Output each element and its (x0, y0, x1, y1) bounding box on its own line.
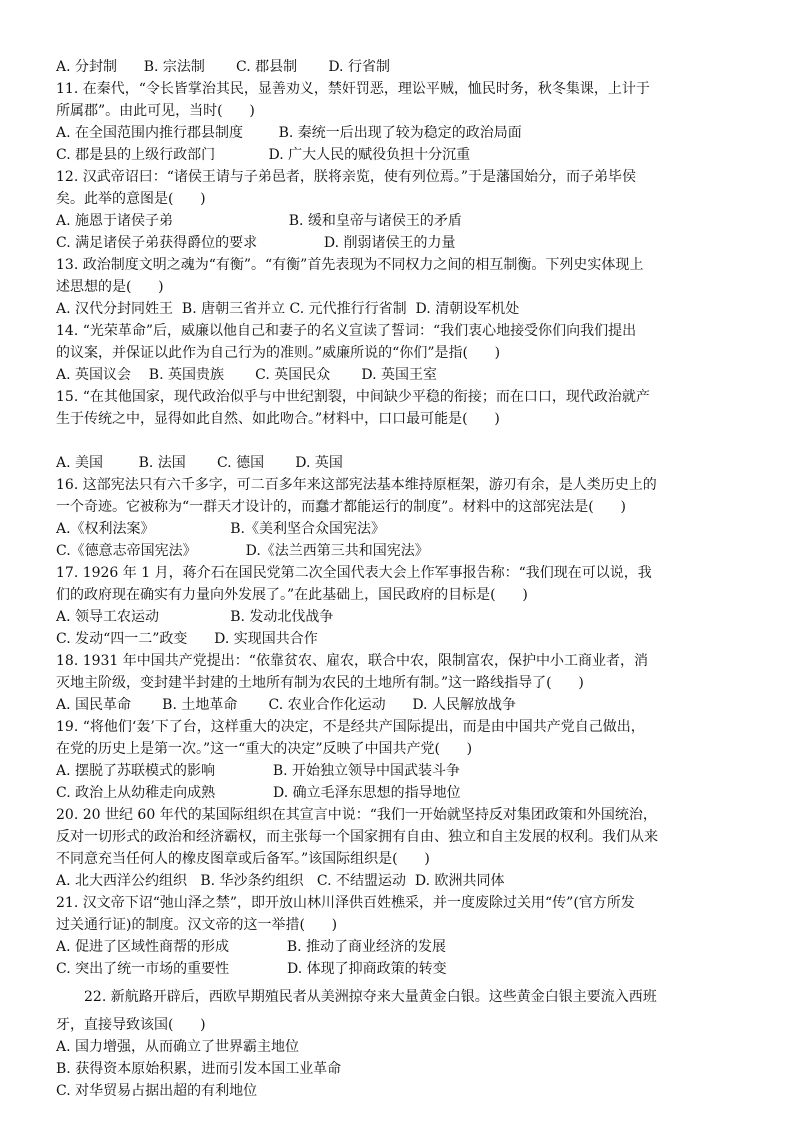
question-22-option-b: B. 获得资本原始积累，进而引发本国工业革命 (56, 1061, 342, 1077)
text-line: A. 促进了区域性商帮的形成 B. 推动了商业经济的发展 (56, 939, 447, 955)
text-line: A. 在全国范围内推行郡县制度 B. 秦统一后出现了较为稳定的政治局面 (56, 125, 522, 141)
text-line: 所属郡”。由此可见，当时( ) (56, 103, 255, 119)
text-line: A. 领导工农运动 B. 发动北伐战争 (56, 609, 334, 625)
text-line: 16. 这部宪法只有六千多字，可二百多年来这部宪法基本维持原框架，游刃有余，是人类历史上的 (56, 477, 657, 493)
text-line: A. 摆脱了苏联模式的影响 B. 开始独立领导中国武装斗争 (56, 763, 461, 779)
text-line: 18. 1931 年中国共产党提出：“依靠贫农、雇农，联合中农，限制富农，保护中小工商业者，消 (56, 653, 648, 669)
text-line: 灭地主阶级，变封建半封建的土地所有制为农民的土地所有制。”这一路线指导了( ) (56, 675, 584, 691)
text-line: 19. “将他们‘轰’下了台，这样重大的决定，不是经共产国际提出，而是由中国共产党自己做出， (56, 719, 645, 735)
text-line: C. 突出了统一市场的重要性 D. 体现了抑商政策的转变 (56, 961, 447, 977)
text-line: A. 汉代分封同姓王 B. 唐朝三省并立 C. 元代推行行省制 D. 清朝设军机处 (56, 301, 520, 317)
text-line: A. 美国 B. 法国 C. 德国 D. 英国 (56, 455, 343, 471)
question-22 (56, 986, 744, 1102)
text-line: 述思想的是( ) (56, 279, 164, 295)
text-line: C. 满足诸侯子弟获得爵位的要求 D. 削弱诸侯王的力量 (56, 235, 456, 251)
question-22-stem-line-2: 牙，直接导致该国( ) (56, 1017, 206, 1033)
text-line: 12. 汉武帝诏曰：“诸侯王请与子弟邑者，朕将亲览，使有列位焉。”于是藩国始分，而子弟毕侯 (56, 169, 637, 185)
text-line: 11. 在秦代，“令长皆掌治其民，显善劝义，禁奸罚恶，理讼平贼，恤民时务，秋冬集课，上计于 (56, 81, 650, 97)
question-22-option-c: C. 对华贸易占据出超的有利地位 (56, 1083, 258, 1099)
text-line: 过关通行证)的制度。汉文帝的这一举措( ) (56, 917, 338, 933)
text-line: 13. 政治制度文明之魂为“有衡”。“有衡”首先表现为不同权力之间的相互制衡。下列史实体现上 (56, 257, 644, 273)
text-line: A. 施恩于诸侯子弟 B. 缓和皇帝与诸侯王的矛盾 (56, 213, 462, 229)
text-line: A.《权利法案》 B.《美利坚合众国宪法》 (56, 521, 385, 537)
question-22-stem-line-1: 22. 新航路开辟后，西欧早期殖民者从美洲掠夺来大量黄金白银。这些黄金白银主要流入西班 (84, 989, 657, 1005)
text-line: 一个奇迹。它被称为“一群天才设计的，而蠢才都能运行的制度”。材料中的这部宪法是( ) (56, 499, 626, 515)
text-line: 们的政府现在确实有力量向外发展了。”在此基础上，国民政府的目标是( ) (56, 587, 528, 603)
text-line: C. 发动“四一二”政变 D. 实现国共合作 (56, 631, 318, 647)
question-lines (56, 56, 744, 980)
text-line: 21. 汉文帝下诏“弛山泽之禁”，即开放山林川泽供百姓樵采，并一度废除过关用“传”(官方所发 (56, 895, 635, 911)
text-line: 14. “光荣革命”后，威廉以他自己和妻子的名义宣读了誓词：“我们衷心地接受你们向我们提出 (56, 323, 637, 339)
text-line: 17. 1926 年 1 月，蒋介石在国民党第二次全国代表大会上作军事报告称：“我们现在可以说，我 (56, 565, 652, 581)
text-line: 20. 20 世纪 60 年代的某国际组织在其宣言中说：“我们一开始就坚持反对集团政策和外国统治， (56, 807, 657, 823)
text-line: C. 政治上从幼稚走向成熟 D. 确立毛泽东思想的指导地位 (56, 785, 461, 801)
text-line: 矣。此举的意图是( ) (56, 191, 206, 207)
text-line: C. 郡是县的上级行政部门 D. 广大人民的赋役负担十分沉重 (56, 147, 471, 163)
text-line: A. 英国议会 B. 英国贵族 C. 英国民众 D. 英国王室 (56, 367, 438, 383)
text-line: A. 北大西洋公约组织 B. 华沙条约组织 C. 不结盟运动 D. 欧洲共同体 (56, 873, 505, 889)
text-line: 生于传统之中，显得如此自然、如此吻合。”材料中，口口最可能是( ) (56, 411, 500, 427)
question-22-option-a: A. 国力增强，从而确立了世界霸主地位 (56, 1039, 300, 1055)
text-line: A. 分封制 B. 宗法制 C. 郡县制 D. 行省制 (56, 59, 390, 75)
text-line: 在党的历史上是第一次。”这一“重大的决定”反映了中国共产党( ) (56, 741, 473, 757)
text-line (56, 430, 744, 452)
exam-page (56, 56, 744, 1102)
text-line: 反对一切形式的政治和经济霸权，而主张每一个国家拥有自由、独立和自主发展的权利。我们从来 (56, 829, 658, 845)
text-line: 不同意充当任何人的橡皮图章或后备军。”该国际组织是( ) (56, 851, 430, 867)
text-line: 15. “在其他国家，现代政治似乎与中世纪割裂，中间缺少平稳的衔接；而在口口，现代政治就产 (56, 389, 650, 405)
text-line: 的议案，并保证以此作为自己行为的准则。”威廉所说的“你们”是指( ) (56, 345, 501, 361)
text-line: C.《德意志帝国宪法》 D.《法兰西第三共和国宪法》 (56, 543, 429, 559)
text-line: A. 国民革命 B. 土地革命 C. 农业合作化运动 D. 人民解放战争 (56, 697, 516, 713)
